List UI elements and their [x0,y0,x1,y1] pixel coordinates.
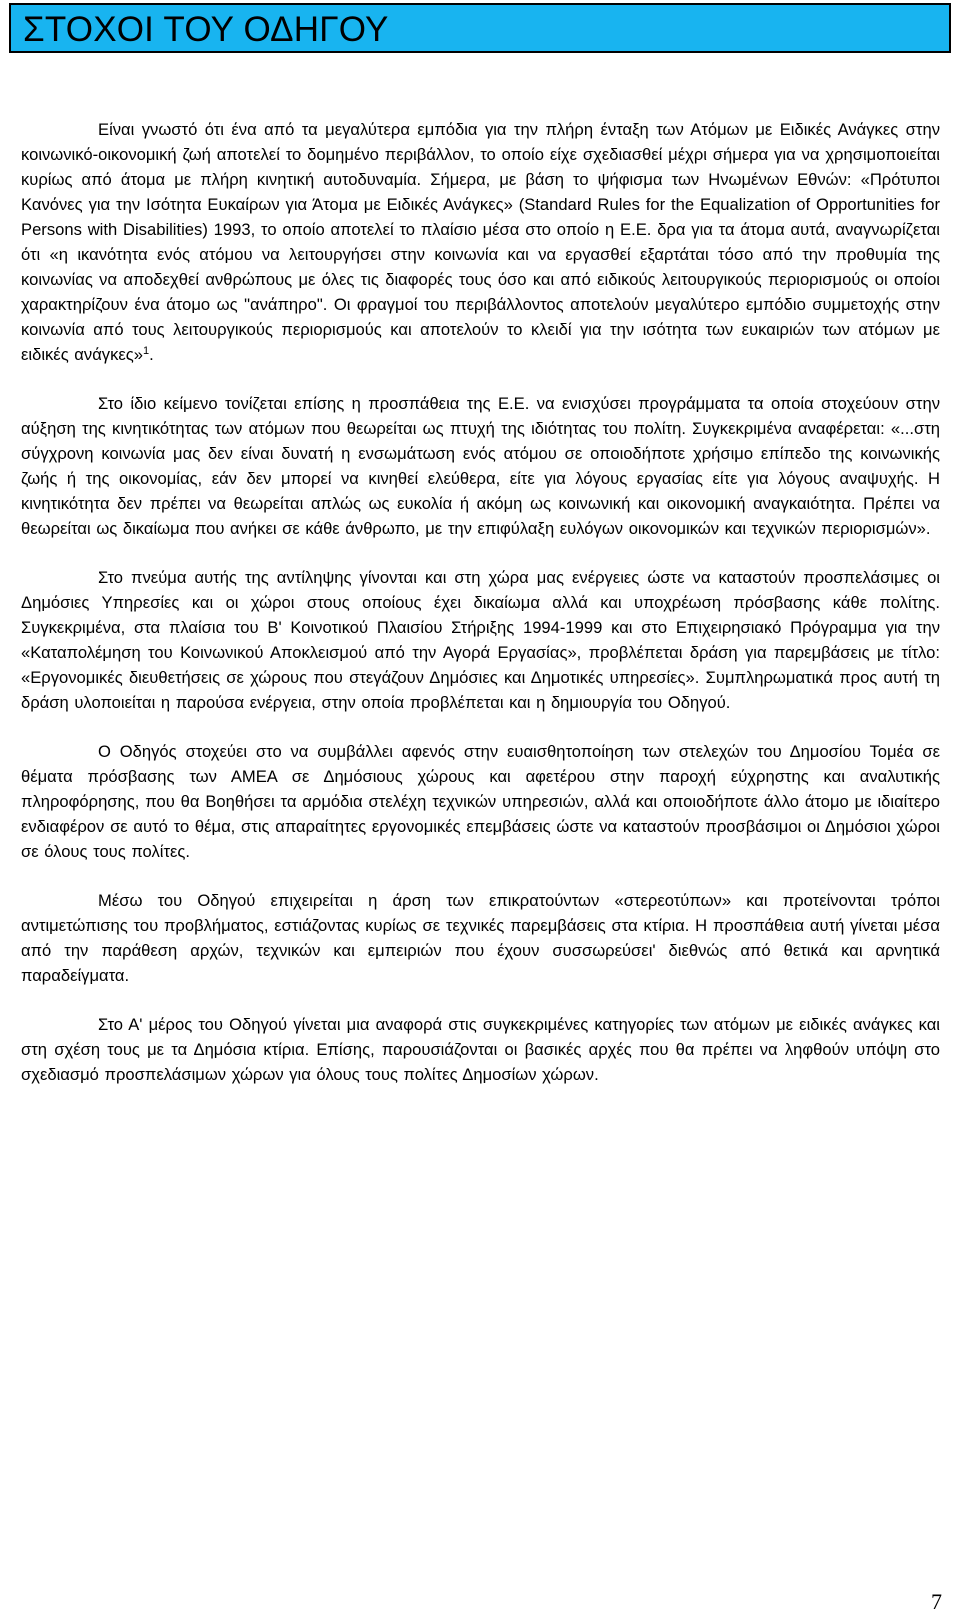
paragraph-2: Στο ίδιο κείμενο τονίζεται επίσης η προσπάθεια της Ε.Ε. να ενισχύσει προγράμματα τα οποία στοχεύουν στην αύξηση της κινητικότητας των ατόμων που θεωρείται ως πτυχή της ιδιότητας του πολίτη. Συγκεκριμένα αναφέρεται: «...στη σύγχρονη κοινωνία μας δεν είναι δυνατή η ενσωμάτωση ενός ατόμου σε οποιοδήποτε χρήσιμο επίπεδο της κοινωνικής ζωής ή της οικονομίας, εάν δεν μπορεί να κινηθεί ελεύθερα, είτε για λόγους εργασίας είτε για λόγους αναψυχής. Η κινητικότητα δεν πρέπει να θεωρείται απλώς ως ευκολία ή ακόμη ως κοινωνική και οικονομική αναγκαιότητα. Πρέπει να θεωρείται ως δικαίωμα που ανήκει σε κάθε άνθρωπο, με την επιφύλαξη ευλόγων οικονομικών και τεχνικών περιορισμών». [21,394,940,538]
paragraph-1 [21,117,940,367]
paragraph-6: Στο Α' μέρος του Οδηγού γίνεται μια αναφορά στις συγκεκριμένες κατηγορίες των ατόμων με ειδικές ανάγκες και στη σχέση τους με τα Δημόσια κτίρια. Επίσης, παρουσιάζονται οι βασικές αρχές που θα πρέπει να ληφθούν υπόψη στο σχεδιασμό προσπελάσιμων χώρων για όλους τους πολίτες Δημοσίων χώρων. [21,1015,940,1084]
page-title: ΣΤΟΧΟΙ ΤΟΥ ΟΔΗΓΟΥ [23,10,389,49]
paragraph-5: Μέσω του Οδηγού επιχειρείται η άρση των επικρατούντων «στερεοτύπων» και προτείνονται τρόποι αντιμετώπισης του προβλήματος, εστιάζοντας κυρίως σε τεχνικές παρεμβάσεις στα κτίρια. Η προσπάθεια αυτή γίνεται μέσα από την παράθεση αρχών, τεχνικών και εμπειριών που έχουν συσσωρεύσει' διεθνώς από θετικά και αρνητικά παραδείγματα. [21,891,940,985]
footnote-reference[interactable]: 1 [143,345,150,357]
paragraph-3: Στο πνεύμα αυτής της αντίληψης γίνονται και στη χώρα μας ενέργειες ώστε να καταστούν προσπελάσιμες οι Δημόσιες Υπηρεσίες και οι χώροι στους οποίους έχει δικαίωμα αλλά και υποχρέωση πρόσβασης κάθε πολίτης. Συγκεκριμένα, στα πλαίσια του Β' Κοινοτικού Πλαισίου Στήριξης 1994-1999 και στο Επιχειρησιακό Πρόγραμμα για την «Καταπολέμηση του Κοινωνικού Αποκλεισμού από την Αγορά Εργασίας», προβλέπεται δράση για παρεμβάσεις με τίτλο: «Εργονομικές διευθετήσεις σε χώρους που στεγάζουν Δημόσιες και Δημοτικές υπηρεσίες». Συμπληρωματικά προς αυτή τη δράση υλοποιείται η παρούσα ενέργεια, στην οποία προβλέπεται και η δημιουργία του Οδηγού. [21,568,940,712]
paragraph-4: Ο Οδηγός στοχεύει στο να συμβάλλει αφενός στην ευαισθητοποίηση των στελεχών του Δημοσίου Τομέα σε θέματα πρόσβασης των ΑΜΕΑ σε Δημόσιους χώρους και αφετέρου στην παροχή εύχρηστης και αναλυτικής πληροφόρησης, που θα Βοηθήσει τα αρμόδια στελέχη τεχνικών υπηρεσιών, αλλά και οποιοδήποτε άλλο άτομο με ιδιαίτερο ενδιαφέρον σε αυτό το θέμα, στις απαραίτητες εργονομικές επεμβάσεις ώστε να καταστούν προσβάσιμοι οι Δημόσιοι χώροι σε όλους τους πολίτες. [21,742,940,861]
paragraph-1-end: . [149,345,154,364]
document-body [21,117,940,1087]
page-number: 7 [931,1589,942,1614]
paragraph-1-text: Είναι γνωστό ότι ένα από τα μεγαλύτερα εμπόδια για την πλήρη ένταξη των Ατόμων με Ειδικές Ανάγκες στην κοινωνικό-οικονομική ζωή αποτελεί το δομημένο περιβάλλον, το οποίο είχε σχεδιασθεί μέχρι σήμερα για να χρησιμοποιείται κυρίως από άτομα με πλήρη κινητική αυτοδυναμία. Σήμερα, με βάση το ψήφισμα των Ηνωμένων Εθνών: «Πρότυποι Κανόνες για την Ισότητα Ευκαίρων για Άτομα με Ειδικές Ανάγκες» (Standard Rules for the Equalization of Opportunities for Persons with Disabilities) 1993, το οποίο αποτελεί το πλαίσιο μέσα στο οποίο η Ε.Ε. δρα για τα άτομα αυτά, αναγνωρίζεται ότι «η ικανότητα ενός ατόμου να λειτουργήσει στην κοινωνία και να εργασθεί εξαρτάται τόσο από την προθυμία της κοινωνίας να αποδεχθεί ανθρώπους με όλες τις διαφορές τους όσο και από ειδικούς λειτουργικούς περιορισμούς οι οποίοι χαρακτηρίζουν ένα άτομο ως "ανάπηρο". Οι φραγμοί του περιβάλλοντος αποτελούν μεγαλύτερο εμπόδιο συμμετοχής στην κοινωνία από τους λειτουργικούς περιορισμούς και αποτελούν το κλειδί για την ισότητα των ευκαιριών των ατόμων με ειδικές ανάγκες» [21,120,940,364]
title-bar [9,3,951,53]
